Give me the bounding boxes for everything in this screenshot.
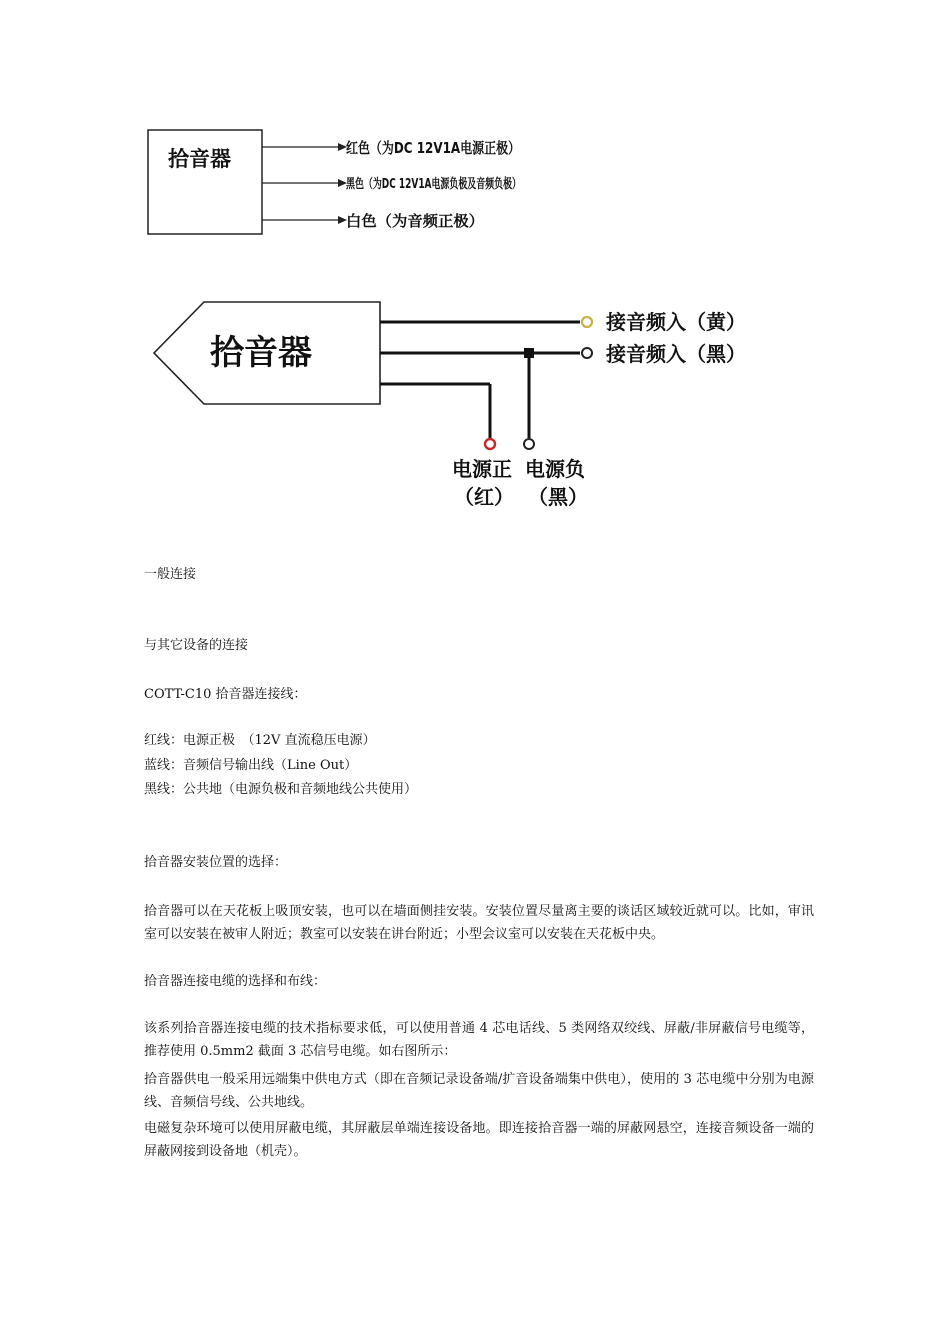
wiring-diagram-detailed bbox=[140, 292, 800, 522]
device-box bbox=[148, 130, 262, 234]
wire-red-arrow bbox=[262, 143, 347, 151]
cable-paragraph-2: 拾音器供电一般采用远端集中供电方式（即在音频记录设备端/扩音设备端集中供电），使用的 3 芯电缆中分别为电源线、音频信号线、公共地线。 bbox=[144, 1072, 814, 1110]
wire-white-label: 白色（为音频正极） bbox=[346, 212, 484, 230]
power-negative-label: 电源负 bbox=[525, 457, 585, 481]
red-wire-line: 红线：电源正极 （12V 直流稳压电源） bbox=[144, 733, 376, 748]
terminal-yellow bbox=[582, 317, 592, 327]
install-paragraph: 拾音器可以在天花板上吸顶安装，也可以在墙面侧挂安装。安装位置尽量离主要的谈话区域较近就可以。比如，审讯室可以安装在被审人附近；教室可以安装在讲台附近；小型会议室可以安装在天花板中央。 bbox=[144, 904, 814, 942]
cable-paragraph-3: 电磁复杂环境可以使用屏蔽电缆，其屏蔽层单端连接设备地。即连接拾音器一端的屏蔽网悬空，连接音频设备一端的屏蔽网接到设备地（机壳）。 bbox=[144, 1121, 814, 1159]
power-negative-color: （黑） bbox=[528, 485, 588, 509]
audio-in-yellow-label: 接音频入（黄） bbox=[606, 310, 746, 334]
device-box-label: 拾音器 bbox=[168, 147, 231, 171]
black-wire-line: 黑线：公共地（电源负极和音频地线公共使用） bbox=[144, 782, 418, 797]
blue-wire-line: 蓝线：音频信号输出线（Line Out） bbox=[144, 758, 358, 773]
wire-red-label: 红色（为DC 12V1A电源正极） bbox=[346, 139, 520, 157]
section-other-devices: 与其它设备的连接 bbox=[144, 638, 249, 653]
wire-white-arrow bbox=[262, 216, 347, 224]
section-general-connection: 一般连接 bbox=[144, 567, 197, 582]
power-positive-color: （红） bbox=[454, 485, 514, 509]
cable-paragraph-1: 该系列拾音器连接电缆的技术指标要求低，可以使用普通 4 芯电话线、5 类网络双绞线、屏蔽/非屏蔽信号电缆等，推荐使用 0.5mm2 截面 3 芯信号电缆。如右图所示： bbox=[144, 1021, 814, 1059]
wire-black-label: 黑色（为DC 12V1A电源负极及音频负极） bbox=[346, 177, 601, 192]
install-heading: 拾音器安装位置的选择： bbox=[144, 855, 288, 870]
terminal-black-power bbox=[524, 439, 534, 449]
model-line: COTT-C10 拾音器连接线： bbox=[144, 687, 307, 702]
audio-in-black-label: 接音频入（黑） bbox=[606, 342, 746, 366]
wire-black-arrow bbox=[262, 179, 347, 187]
cable-heading: 拾音器连接电缆的选择和布线： bbox=[144, 974, 327, 989]
terminal-red bbox=[485, 439, 495, 449]
power-positive-label: 电源正 bbox=[452, 457, 512, 481]
wiring-diagram-simple bbox=[140, 120, 601, 245]
pickup-body-label: 拾音器 bbox=[210, 333, 312, 373]
junction-node bbox=[524, 348, 534, 358]
terminal-black-audio bbox=[582, 348, 592, 358]
